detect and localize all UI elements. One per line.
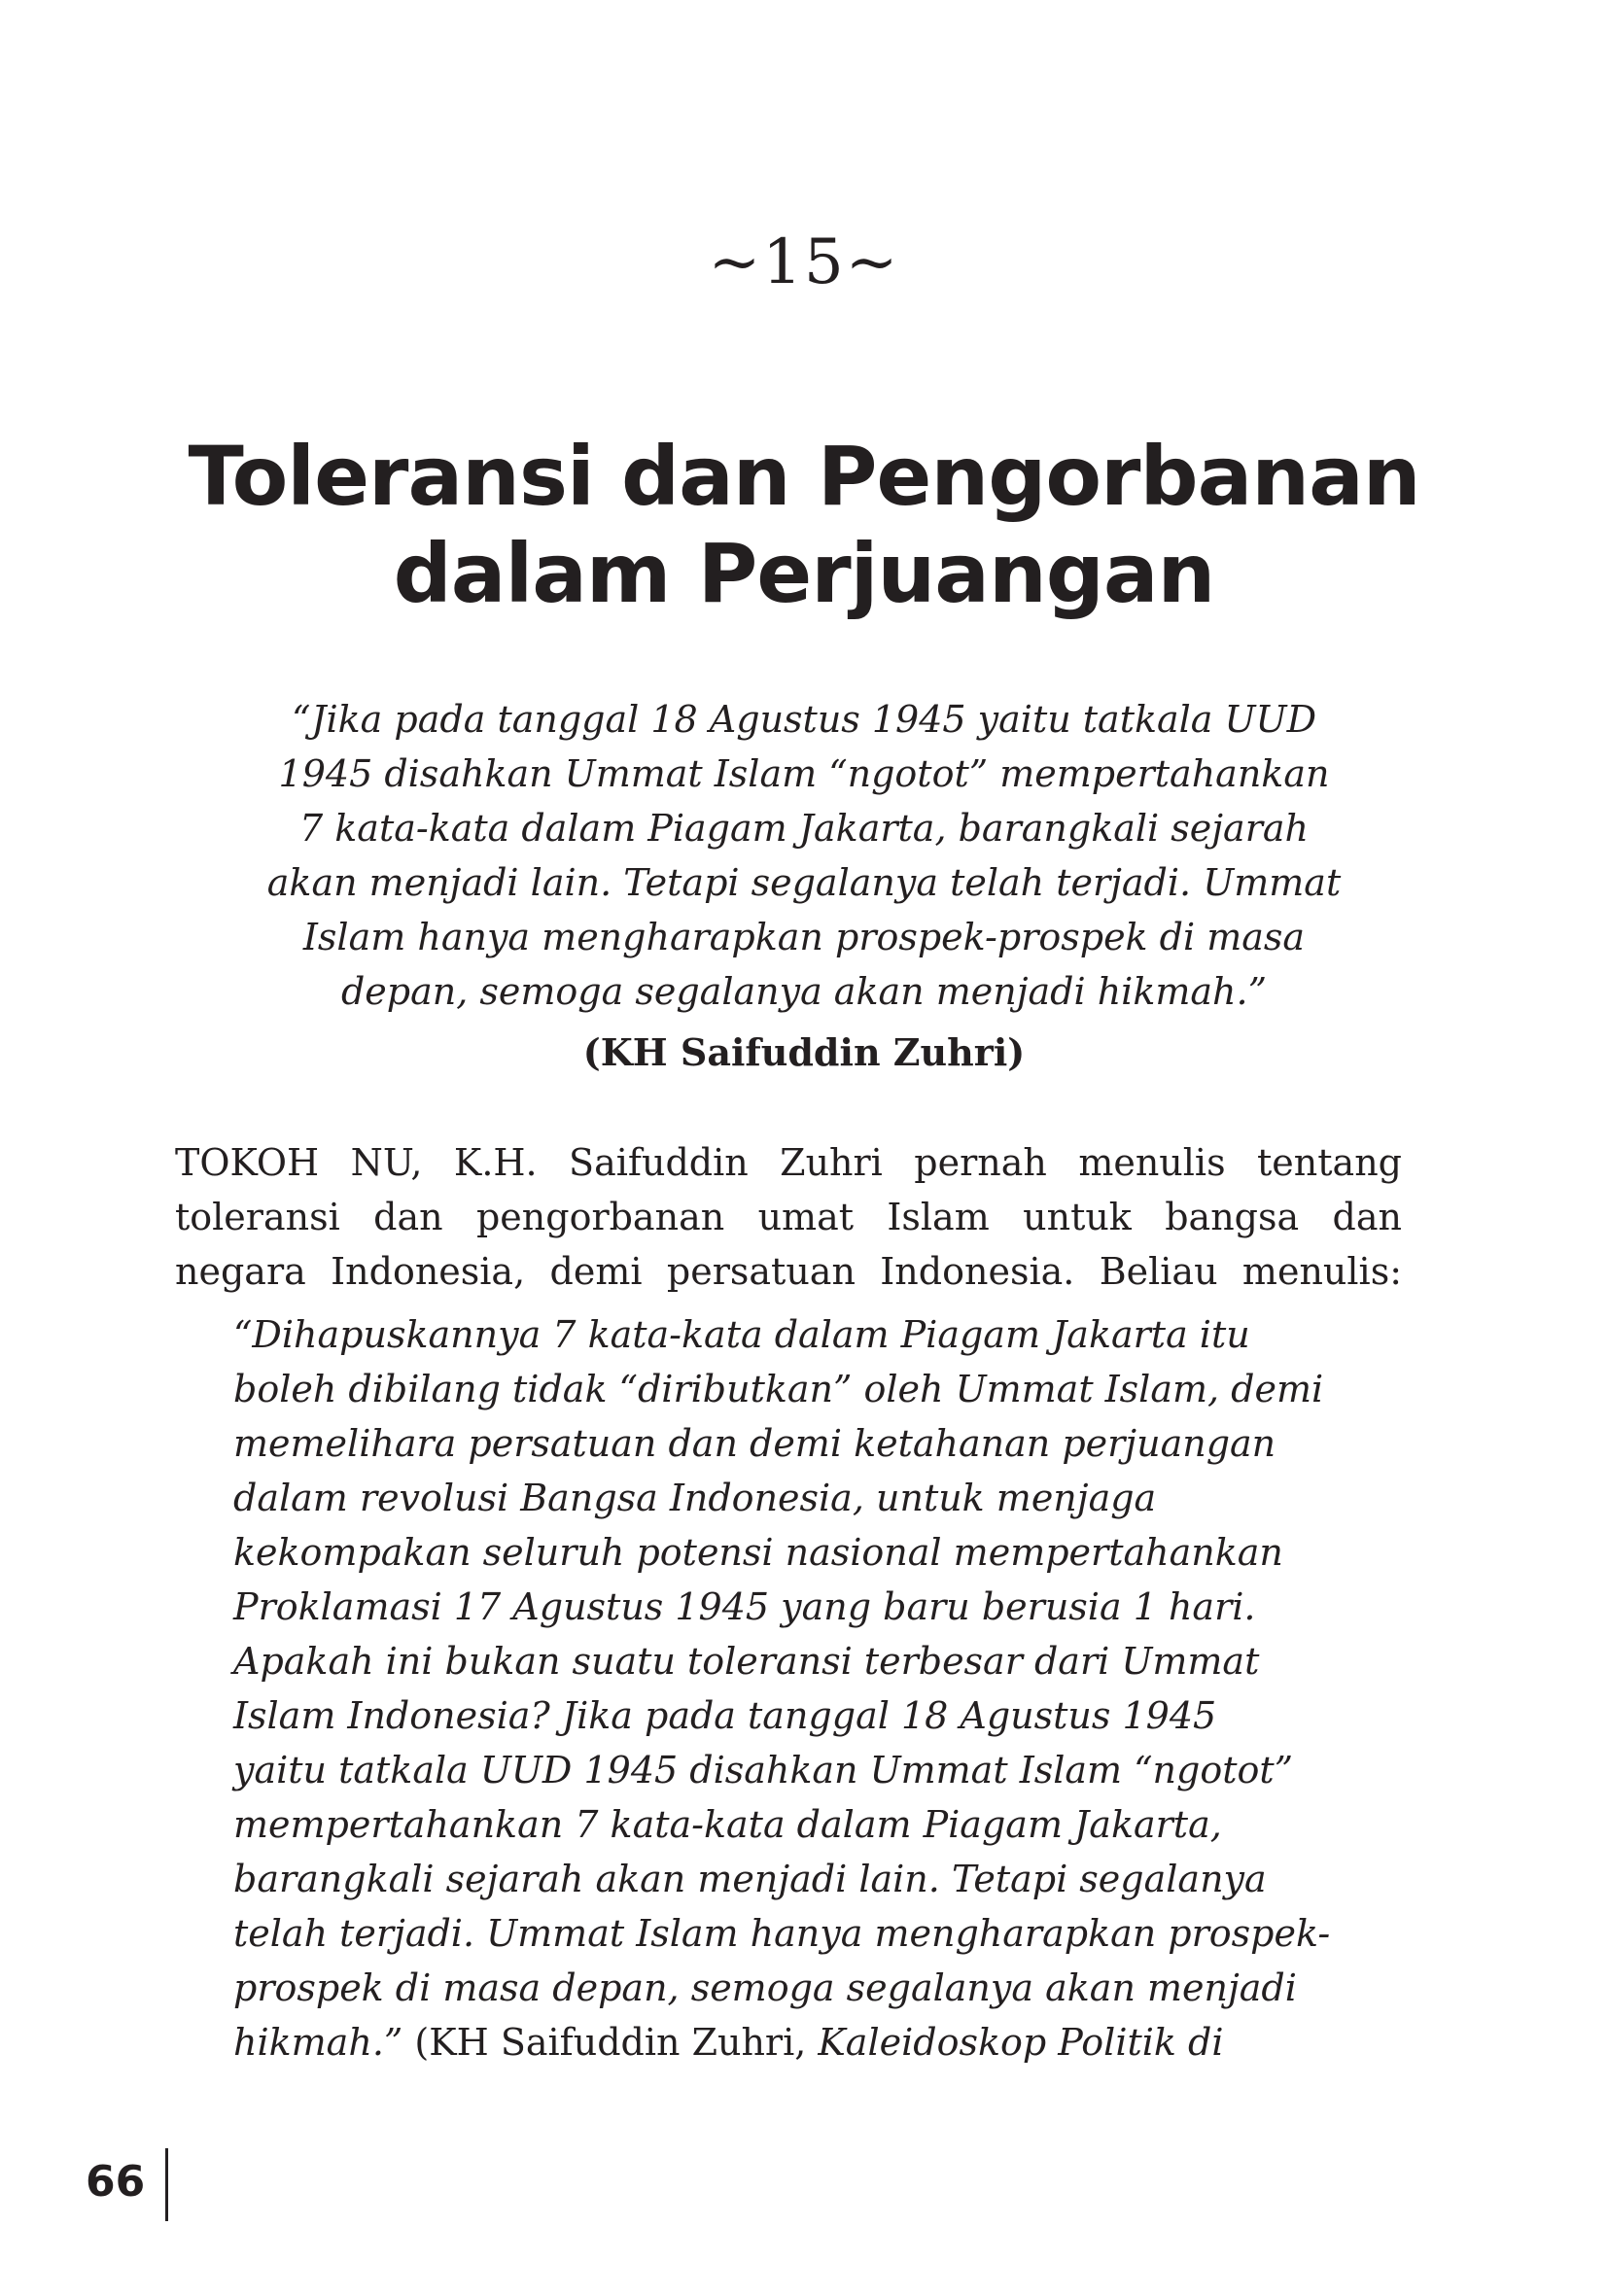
epigraph <box>175 692 1433 1019</box>
quote-line: barangkali sejarah akan menjadi lain. Tetapi segalanya <box>233 1858 1267 1900</box>
quote-line: “Dihapuskannya 7 kata-kata dalam Piagam Jakarta itu <box>233 1313 1250 1356</box>
quote-line: Apakah ini bukan suatu toleransi terbesar dari Ummat <box>233 1640 1260 1683</box>
quote-line: yaitu tatkala UUD 1945 disahkan Ummat Islam “ngotot” <box>233 1749 1294 1792</box>
quote-line: boleh dibilang tidak “diributkan” oleh Ummat Islam, demi <box>233 1368 1324 1410</box>
quote-line: dalam revolusi Bangsa Indonesia, untuk menjaga <box>233 1477 1157 1519</box>
quote-line: kekompakan seluruh potensi nasional mempertahankan <box>233 1531 1283 1574</box>
quote-line: mempertahankan 7 kata-kata dalam Piagam Jakarta, <box>233 1803 1222 1846</box>
body-line: negara Indonesia, demi persatuan Indonesia. Beliau menulis: <box>175 1250 1402 1293</box>
epigraph-line: 7 kata-kata dalam Piagam Jakarta, barangkali sejarah <box>299 807 1309 850</box>
quote-citation-book: Kaleidoskop Politik di <box>818 2021 1224 2064</box>
block-quote <box>233 1307 1402 2070</box>
quote-line: Islam Indonesia? Jika pada tanggal 18 Agustus 1945 <box>233 1694 1217 1737</box>
chapter-number: ~15~ <box>708 226 900 298</box>
body-paragraph <box>175 1135 1402 1299</box>
page-number: 66 <box>86 2157 146 2207</box>
epigraph-line: akan menjadi lain. Tetapi segalanya telah terjadi. Ummat <box>266 861 1342 904</box>
quote-last-line <box>233 2015 1402 2070</box>
body-line: TOKOH NU, K.H. Saifuddin Zuhri pernah menulis tentang <box>175 1141 1402 1184</box>
page-number-rule <box>165 2148 168 2221</box>
epigraph-line: Islam hanya mengharapkan prospek-prospek di masa <box>302 916 1306 958</box>
quote-line: Proklamasi 17 Agustus 1945 yang baru berusia 1 hari. <box>233 1585 1256 1628</box>
quote-line: telah terjadi. Ummat Islam hanya mengharapkan prospek- <box>233 1912 1331 1955</box>
body-line: toleransi dan pengorbanan umat Islam untuk bangsa dan <box>175 1196 1402 1238</box>
quote-citation-author: (KH Saifuddin Zuhri, <box>402 2021 819 2064</box>
quote-hikmah: hikmah.” <box>233 2021 403 2064</box>
epigraph-line: depan, semoga segalanya akan menjadi hikmah.” <box>340 970 1268 1013</box>
chapter-title <box>0 428 1608 622</box>
chapter-title-line-1: Toleransi dan Pengorbanan <box>188 429 1420 524</box>
chapter-title-line-2: dalam Perjuangan <box>393 526 1215 621</box>
epigraph-line: “Jika pada tanggal 18 Agustus 1945 yaitu tatkala UUD <box>291 698 1317 741</box>
epigraph-source: (KH Saifuddin Zuhri) <box>582 1030 1026 1074</box>
quote-line: memelihara persatuan dan demi ketahanan perjuangan <box>233 1422 1276 1465</box>
quote-line: prospek di masa depan, semoga segalanya akan menjadi <box>233 1966 1297 2009</box>
epigraph-line: 1945 disahkan Ummat Islam “ngotot” mempertahankan <box>278 752 1330 795</box>
